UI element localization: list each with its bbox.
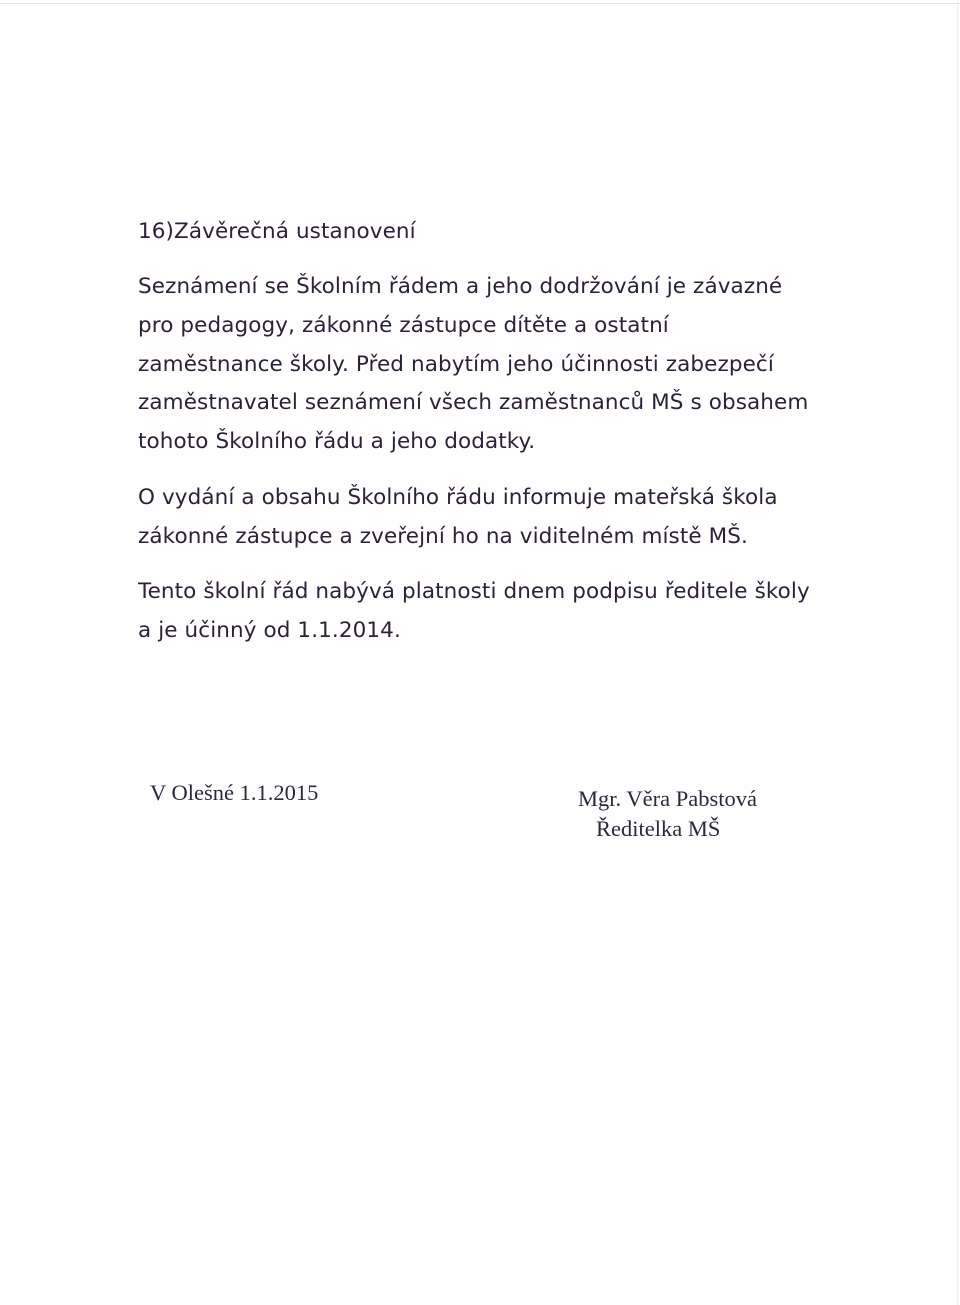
signature-block	[578, 784, 757, 844]
signatory-name: Mgr. Věra Pabstová	[578, 786, 757, 811]
paragraph-line: zákonné zástupce a zveřejní ho na viditelném místě MŠ.	[138, 523, 748, 549]
paragraph-line: a je účinný od 1.1.2014.	[138, 617, 401, 643]
scan-right-edge	[957, 0, 958, 1305]
paragraph-publication	[138, 479, 778, 557]
paragraph-line: pro pedagogy, zákonné zástupce dítěte a ostatní	[138, 312, 669, 338]
paragraph-line: Seznámení se Školním řádem a jeho dodržování je závazné	[138, 274, 783, 299]
paragraph-line: zaměstnavatel seznámení všech zaměstnanců MŠ s obsahem	[138, 390, 809, 416]
paragraph-validity	[138, 573, 810, 651]
paragraph-acquaintance	[138, 268, 808, 462]
paragraph-line: O vydání a obsahu Školního řádu informuje mateřská škola	[138, 485, 778, 510]
paragraph-line: Tento školní řád nabývá platnosti dnem podpisu ředitele školy	[138, 579, 810, 604]
scan-top-edge	[0, 3, 960, 4]
paragraph-line: zaměstnance školy. Před nabytím jeho účinnosti zabezpečí	[138, 351, 774, 377]
signatory-title: Ředitelka MŠ	[596, 816, 721, 841]
place-and-date: V Olešné 1.1.2015	[150, 780, 319, 805]
section-heading: 16)Závěrečná ustanovení	[138, 219, 416, 244]
paragraph-line: tohoto Školního řádu a jeho dodatky.	[138, 429, 536, 455]
